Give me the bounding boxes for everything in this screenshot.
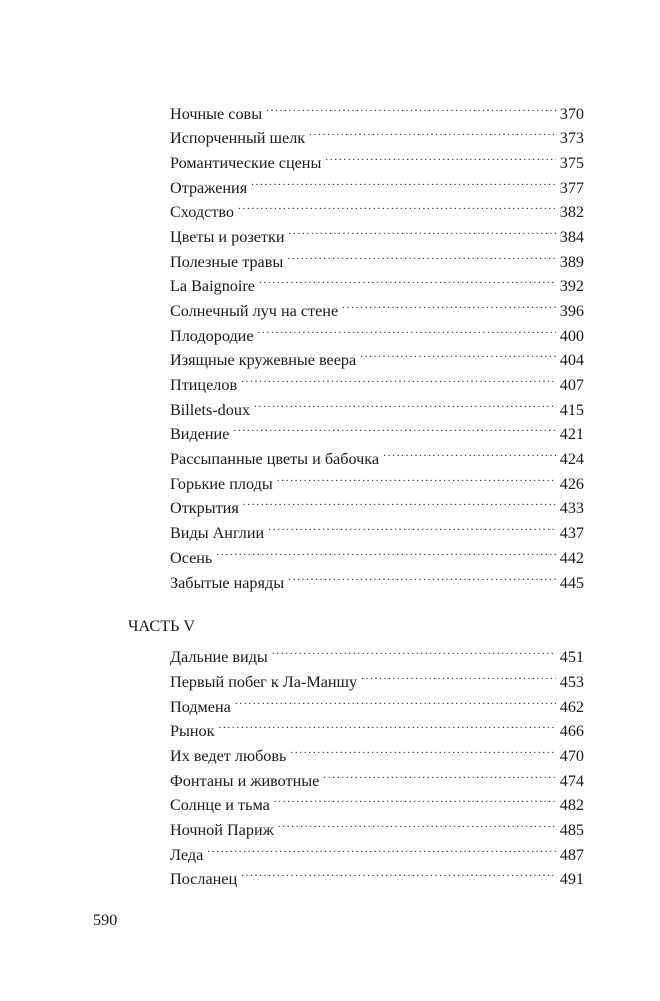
dot-leader [241,860,556,884]
toc-entry [170,292,584,320]
dot-leader [207,836,555,860]
toc-entry-page: 407 [559,376,584,394]
toc-entry-title: Рынок [170,722,215,740]
toc-entry [170,737,584,765]
toc-entry-page: 451 [559,648,584,666]
toc-entry-page: 373 [559,129,584,147]
part-heading: ЧАСТЬ V [128,617,196,635]
toc-entry [170,366,584,394]
toc-entry-page: 470 [559,747,584,765]
toc-entry-page: 426 [559,475,584,493]
toc-entry-page: 384 [559,228,584,246]
toc-entry-page: 487 [559,846,584,864]
dot-leader [272,638,556,662]
dot-leader [342,292,556,316]
toc-entry [170,836,584,864]
toc-entry-page: 442 [559,549,584,567]
toc-entry-title: Солнечный луч на стене [170,302,339,320]
dot-leader [323,762,555,786]
toc-entry-title: Птицелов [170,376,238,394]
toc-entry-title: Леда [170,846,204,864]
toc-entry [170,415,584,443]
toc-entry [170,243,584,271]
toc-entry-page: 491 [559,870,584,888]
toc-entry-title: Солнце и тьма [170,796,270,814]
toc-entry-title: Их ведет любовь [170,747,287,765]
toc-entry [170,317,584,345]
toc-entry-page: 424 [559,450,584,468]
dot-leader [288,564,556,588]
dot-leader [274,786,556,810]
dot-leader [383,440,556,464]
toc-entry-page: 482 [559,796,584,814]
toc-entry-title: Испорченный шелк [170,129,306,147]
toc-entry-title: Цветы и розетки [170,228,285,246]
toc-entry [170,95,584,123]
dot-leader [259,267,556,291]
toc-entry-page: 474 [559,772,584,790]
toc-entry-page: 396 [559,302,584,320]
toc-entry [170,218,584,246]
toc-entry [170,514,584,542]
dot-leader [360,341,556,365]
dot-leader [361,663,556,687]
toc-entry-title: Романтические сцены [170,154,322,172]
toc-entry-page: 485 [559,821,584,839]
dot-leader [219,712,556,736]
toc-entry-page: 375 [559,154,584,172]
toc-entry-page: 392 [559,277,584,295]
dot-leader [278,811,556,835]
toc-entry-title: Рассыпанные цветы и бабочка [170,450,380,468]
toc-entry-page: 415 [559,401,584,419]
toc-entry-title: Виды Англии [170,524,265,542]
toc-entry [170,391,584,419]
toc-entry [170,762,584,790]
toc-entry-title: Плодородие [170,327,254,345]
toc-entry [170,712,584,740]
toc-entry [170,440,584,468]
toc-entry-title: Открытия [170,499,239,517]
dot-leader [309,119,556,143]
toc-entry-page: 404 [559,351,584,369]
dot-leader [289,218,556,242]
toc-entry-page: 377 [559,179,584,197]
toc-entry-title: Сходство [170,203,235,221]
dot-leader [216,539,555,563]
dot-leader [290,737,555,761]
toc-entry-title: Ночные совы [170,105,263,123]
toc-entry-title: Первый побег к Ла-Маншу [170,673,358,691]
toc-entry [170,193,584,221]
toc-entry-title: Видение [170,425,230,443]
toc-entry-page: 389 [559,253,584,271]
toc-entry-title: La Baignoire [170,277,255,295]
toc-entry-page: 453 [559,673,584,691]
toc-entry-page: 421 [559,425,584,443]
toc-entry-title: Ночной Париж [170,821,274,839]
dot-leader [258,317,556,341]
dot-leader [325,144,555,168]
toc-entry [170,144,584,172]
toc-entry [170,811,584,839]
dot-leader [233,415,555,439]
dot-leader [241,366,556,390]
dot-leader [238,193,556,217]
toc-entry-title: Дальние виды [170,648,268,666]
toc-entry [170,465,584,493]
toc-entry [170,860,584,888]
dot-leader [287,243,555,267]
toc-entry [170,489,584,517]
toc-entry [170,341,584,369]
toc-entry-page: 382 [559,203,584,221]
dot-leader [243,489,556,513]
toc-entry [170,267,584,295]
toc-entry-title: Горькие плоды [170,475,273,493]
dot-leader [266,95,556,119]
toc-entry-title: Фонтаны и животные [170,772,320,790]
toc-entry-page: 466 [559,722,584,740]
toc-entry-page: 433 [559,499,584,517]
toc-entry-title: Изящные кружевные веера [170,351,357,369]
dot-leader [251,169,556,193]
toc-entry-page: 370 [559,105,584,123]
toc-entry-page: 462 [559,698,584,716]
toc-entry-title: Billets-doux [170,401,251,419]
dot-leader [235,688,556,712]
toc-entry [170,564,584,592]
dot-leader [277,465,556,489]
toc-entry-title: Осень [170,549,213,567]
page-number: 590 [93,911,118,929]
toc-entry [170,786,584,814]
toc-entry-page: 400 [559,327,584,345]
dot-leader [268,514,556,538]
toc-entry-title: Отражения [170,179,248,197]
toc-entry-title: Полезные травы [170,253,284,271]
toc-entry [170,663,584,691]
toc-entry [170,119,584,147]
dot-leader [254,391,556,415]
toc-entry [170,169,584,197]
toc-entry-page: 445 [559,574,584,592]
toc-entry [170,638,584,666]
toc-entry [170,539,584,567]
toc-entry-title: Забытые наряды [170,574,285,592]
toc-entry-title: Подмена [170,698,231,716]
toc-entry [170,688,584,716]
toc-entry-title: Посланец [170,870,238,888]
toc-entry-page: 437 [559,524,584,542]
